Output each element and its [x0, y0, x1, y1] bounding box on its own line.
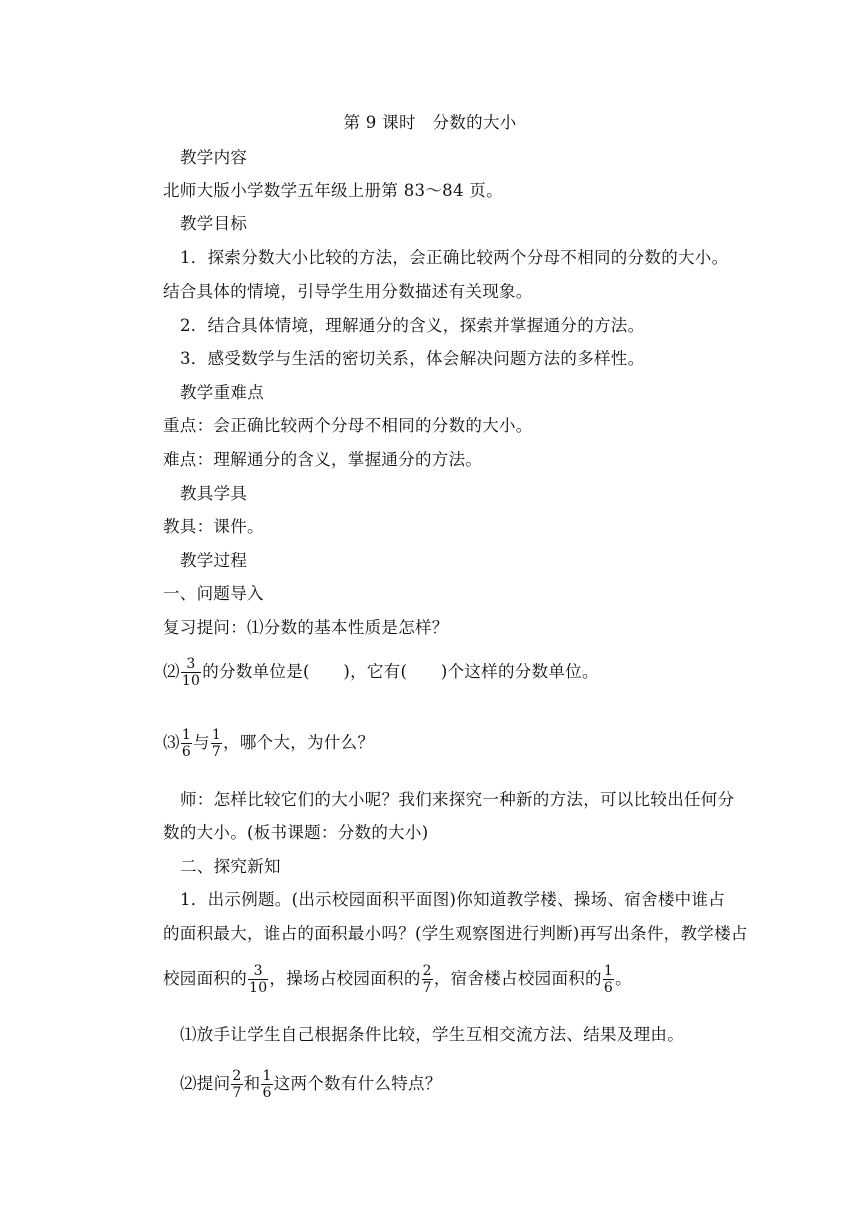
q2-prefix: ⑵	[163, 662, 180, 681]
section-heading-process: 教学过程	[180, 551, 248, 570]
lesson-title: 第 9 课时 分数的大小	[343, 113, 517, 132]
fraction-1-6	[261, 1068, 272, 1101]
goal-1-line-2: 结合具体的情境，引导学生用分数描述有关现象。	[163, 282, 533, 301]
ex-l3-text-2: ，操场占校园面积的	[269, 969, 421, 988]
example-line-1: 1．出示例题。(出示校园面积平面图)你知道教学楼、操场、宿舍楼中谁占	[180, 890, 726, 909]
question-3	[163, 727, 374, 760]
fraction-2-7	[422, 963, 433, 996]
tools-text: 教具：课件。	[163, 517, 264, 536]
goal-3: 3．感受数学与生活的密切关系，体会解决问题方法的多样性。	[180, 349, 645, 368]
fraction-numerator: 2	[422, 963, 432, 979]
content-text: 北师大版小学数学五年级上册第 83～84 页。	[163, 181, 503, 200]
question-2	[163, 656, 599, 689]
fraction-numerator: 2	[232, 1068, 242, 1084]
ex-l3-text-3: ，宿舍楼占校园面积的	[433, 969, 602, 988]
fraction-numerator: 1	[603, 963, 614, 979]
q3-mid: 与	[193, 733, 210, 752]
goal-1-line-1: 1．探索分数大小比较的方法，会正确比较两个分母不相同的分数的大小。	[180, 248, 729, 267]
fraction-denominator: 6	[181, 744, 192, 760]
fraction-3-10	[248, 963, 268, 996]
fraction-denominator: 6	[603, 980, 614, 996]
goal-2: 2．结合具体情境，理解通分的含义，探索并掌握通分的方法。	[180, 316, 645, 335]
key-point: 重点：会正确比较两个分母不相同的分数的大小。	[163, 416, 533, 435]
example-line-3	[163, 963, 632, 996]
part-2-heading: 二、探究新知	[180, 857, 281, 876]
q3-prefix: ⑶	[163, 733, 180, 752]
fraction-denominator: 7	[232, 1085, 242, 1101]
fraction-denominator: 6	[262, 1085, 272, 1101]
section-heading-tools: 教具学具	[180, 484, 248, 503]
section-heading-key: 教学重难点	[180, 383, 264, 402]
example-line-2: 的面积最大，谁占的面积最小吗？(学生观察图进行判断)再写出条件，教学楼占	[163, 924, 748, 943]
fraction-numerator: 1	[181, 727, 192, 743]
hard-point: 难点：理解通分的含义，掌握通分的方法。	[163, 450, 483, 469]
q3-suffix: ，哪个大，为什么？	[223, 733, 375, 752]
fraction-1-7	[211, 727, 222, 760]
section-heading-content: 教学内容	[180, 148, 248, 167]
part-1-heading: 一、问题导入	[163, 584, 264, 603]
fraction-numerator: 1	[211, 727, 222, 743]
fraction-denominator: 7	[422, 980, 432, 996]
step2-mid: 和	[243, 1074, 261, 1093]
step2-suffix: 这两个数有什么特点？	[273, 1074, 442, 1093]
q2-suffix: 的分数单位是( )，它有( )个这样的分数单位。	[202, 662, 599, 681]
ex-l3-text-4: 。	[615, 969, 632, 988]
teacher-line-1: 师：怎样比较它们的大小呢？我们来探究一种新的方法，可以比较出任何分	[180, 790, 735, 809]
fraction-numerator: 1	[262, 1068, 272, 1084]
fraction-1-6	[603, 963, 614, 996]
fraction-denominator: 10	[181, 673, 201, 689]
step2-prefix: ⑵提问	[180, 1074, 231, 1093]
fraction-denominator: 7	[211, 744, 222, 760]
teacher-line-2: 数的大小。(板书课题：分数的大小)	[163, 823, 429, 842]
fraction-numerator: 3	[253, 963, 263, 979]
ex-l3-text-1: 校园面积的	[163, 969, 247, 988]
step-2	[180, 1068, 442, 1101]
review-question: 复习提问：⑴分数的基本性质是怎样？	[163, 618, 449, 637]
fraction-2-7	[231, 1068, 242, 1101]
fraction-3-10	[181, 656, 201, 689]
step-1: ⑴放手让学生自己根据条件比较，学生互相交流方法、结果及理由。	[180, 1025, 684, 1044]
fraction-denominator: 10	[249, 980, 268, 996]
section-heading-goals: 教学目标	[180, 214, 248, 233]
fraction-1-6	[181, 727, 192, 760]
fraction-numerator: 3	[186, 656, 196, 672]
